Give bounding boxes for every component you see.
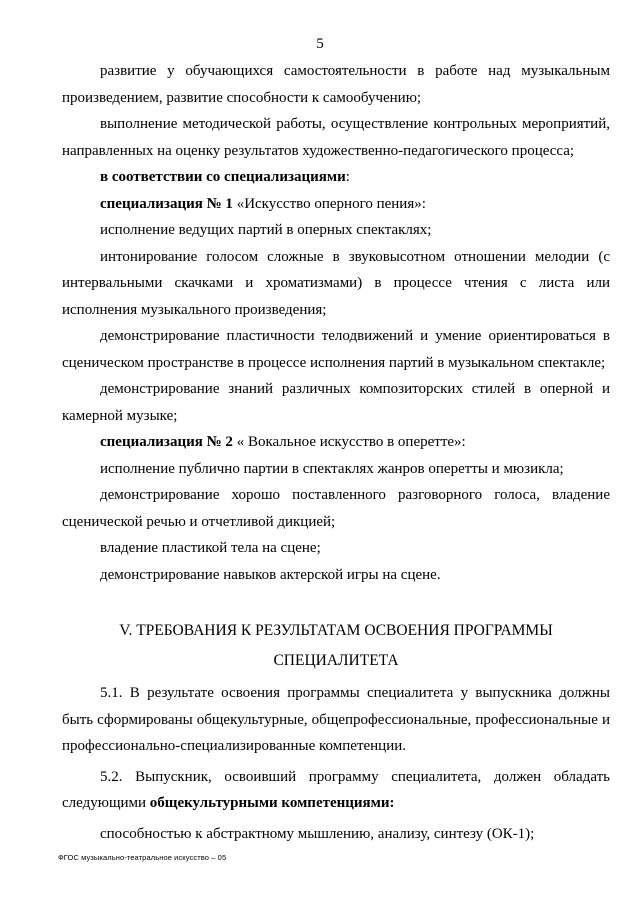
paragraph-specialization-1 xyxy=(62,191,610,218)
specialization-1-title: «Искусство оперного пения»: xyxy=(232,195,426,212)
paragraph-methodical-work: выполнение методической работы, осуществление контрольных мероприятий, направленных на оценку результатов художественно-педагогического процесса; xyxy=(62,116,610,159)
specialization-2-title: « Вокальное искусство в оперетте»: xyxy=(232,434,466,450)
page-body xyxy=(62,58,610,847)
paragraph-specializations-intro xyxy=(62,164,610,191)
paragraph-5-2-bold: общекультурными компетенциями: xyxy=(149,795,395,811)
specializations-intro-bold: в соответствии со специализациями xyxy=(100,169,346,185)
paragraph-leading-parts: исполнение ведущих партий в оперных спектаклях; xyxy=(100,222,432,238)
paragraph-ok-1: способностью к абстрактному мышлению, анализу, синтезу (ОК-1); xyxy=(100,825,535,842)
paragraph-speaking-voice: демонстрирование хорошо поставленного разговорного голоса, владение сценической речью и отчетливой дикцией; xyxy=(62,487,610,530)
section-heading-line-2: СПЕЦИАЛИТЕТА xyxy=(273,652,399,669)
section-heading xyxy=(62,616,610,676)
paragraph-5-2-text: 5.2. Выпускник, освоивший программу специалитета, должен обладать следующими xyxy=(62,768,610,811)
page-number: 5 xyxy=(316,36,324,52)
paragraph-self-study: развитие у обучающихся самостоятельности в работе над музыкальным произведением, развитие способности к самообучению; xyxy=(62,63,610,106)
paragraph-acting-skills: демонстрирование навыков актерской игры на сцене. xyxy=(100,566,441,583)
specialization-1-label: специализация № 1 xyxy=(100,195,233,212)
paragraph-plasticity: демонстрирование пластичности телодвижений и умение ориентироваться в сценическом пространстве в процессе исполнения партий в музыкальном спектакле; xyxy=(62,328,610,371)
specializations-intro-tail: : xyxy=(345,169,350,185)
footer-note: ФГОС музыкально-театральное искусство – 05 xyxy=(58,853,227,862)
paragraph-body-plasticity: владение пластикой тела на сцене; xyxy=(100,540,321,556)
paragraph-5-2 xyxy=(62,764,610,817)
paragraph-specialization-2 xyxy=(62,429,610,456)
paragraph-operetta-parts: исполнение публично партии в спектаклях жанров оперетты и мюзикла; xyxy=(100,460,564,477)
paragraph-5-1: 5.1. В результате освоения программы специалитета у выпускника должны быть сформированы общекультурные, общепрофессиональные, профессиональные и профессионально-специализированные компетенции. xyxy=(62,685,610,754)
paragraph-composer-styles: демонстрирование знаний различных композиторских стилей в оперной и камерной музыке; xyxy=(62,381,610,424)
paragraph-intonation: интонирование голосом сложные в звуковысотном отношении мелодии (с интервальными скачками и хроматизмами) в процессе чтения с листа или исполнения музыкального произведения; xyxy=(62,248,610,318)
specialization-2-label: специализация № 2 xyxy=(100,434,233,450)
section-heading-line-1: V. ТРЕБОВАНИЯ К РЕЗУЛЬТАТАМ ОСВОЕНИЯ ПРОГРАММЫ xyxy=(119,622,553,639)
